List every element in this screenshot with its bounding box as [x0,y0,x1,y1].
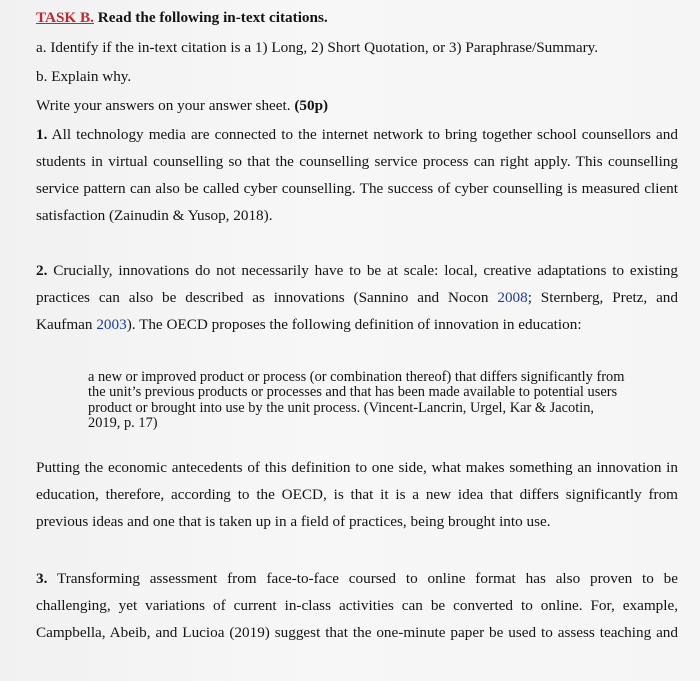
item1-line-2: students in virtual counselling so that the counselling service process can right apply. This counselling [36,153,678,170]
instruction-write-text: Write your answers on your answer sheet. [36,97,291,114]
citation-year-link[interactable]: 2003 [96,316,127,333]
task-title: Read the following in-text citations. [97,9,328,26]
item2-after-line-2: education, therefore, according to the OECD, is that it is a new idea that differs significantly from [36,486,678,503]
item1-line-3: service pattern can also be called cyber counselling. The success of cyber counselling is measured client [36,180,678,197]
quote-line: 2019, p. 17) [88,415,158,432]
item3-line-2: challenging, yet variations of current in-class activities can be converted to online. For, example, [36,597,678,614]
item1-line-1: 1. All technology media are connected to the internet network to bring together school counsellors and [36,126,678,143]
item3-line-3: Campbella, Abeib, and Lucioa (2019) suggest that the one-minute paper be used to assess teaching and [36,624,678,641]
item2-line-2: practices can also be described as innovations (Sannino and Nocon 2008; Sternberg, Pretz, and [36,289,678,306]
points-label: (50p) [294,97,329,114]
citation-year-link[interactable]: 2008 [497,289,528,306]
task-label: TASK B. [36,9,94,26]
item1-line-4: satisfaction (Zainudin & Yusop, 2018). [36,207,273,224]
quote-line: the unit’s previous products or processes and that has been made available to potential users [88,384,618,401]
item3-number: 3. [36,570,48,587]
item2-line-1: 2. Crucially, innovations do not necessarily have to be at scale: local, creative adaptations to existing [36,262,678,279]
item3-line-1: 3. Transforming assessment from face-to-face coursed to online format has also proven to be [36,570,678,587]
item2-line-3: Kaufman 2003). The OECD proposes the following definition of innovation in education: [36,316,582,333]
item2-number: 2. [36,262,48,279]
item2-after-line-1: Putting the economic antecedents of this definition to one side, what makes something an innovation in [36,459,678,476]
item2-after-line-3: previous ideas and one that is taken up in a field of practices, being brought into use. [36,513,551,530]
instruction-a: a. Identify if the in-text citation is a 1) Long, 2) Short Quotation, or 3) Paraphrase/Summary. [36,39,599,56]
instruction-b: b. Explain why. [36,68,132,85]
quote-line: a new or improved product or process (or combination thereof) that differs significantly from [88,369,625,385]
item1-number: 1. [36,126,48,143]
block-quote [88,370,673,432]
quote-line: product or brought into use by the unit process. (Vincent-Lancrin, Urgel, Kar & Jacotin, [88,399,595,416]
instruction-write [36,97,328,115]
task-heading [36,9,328,27]
